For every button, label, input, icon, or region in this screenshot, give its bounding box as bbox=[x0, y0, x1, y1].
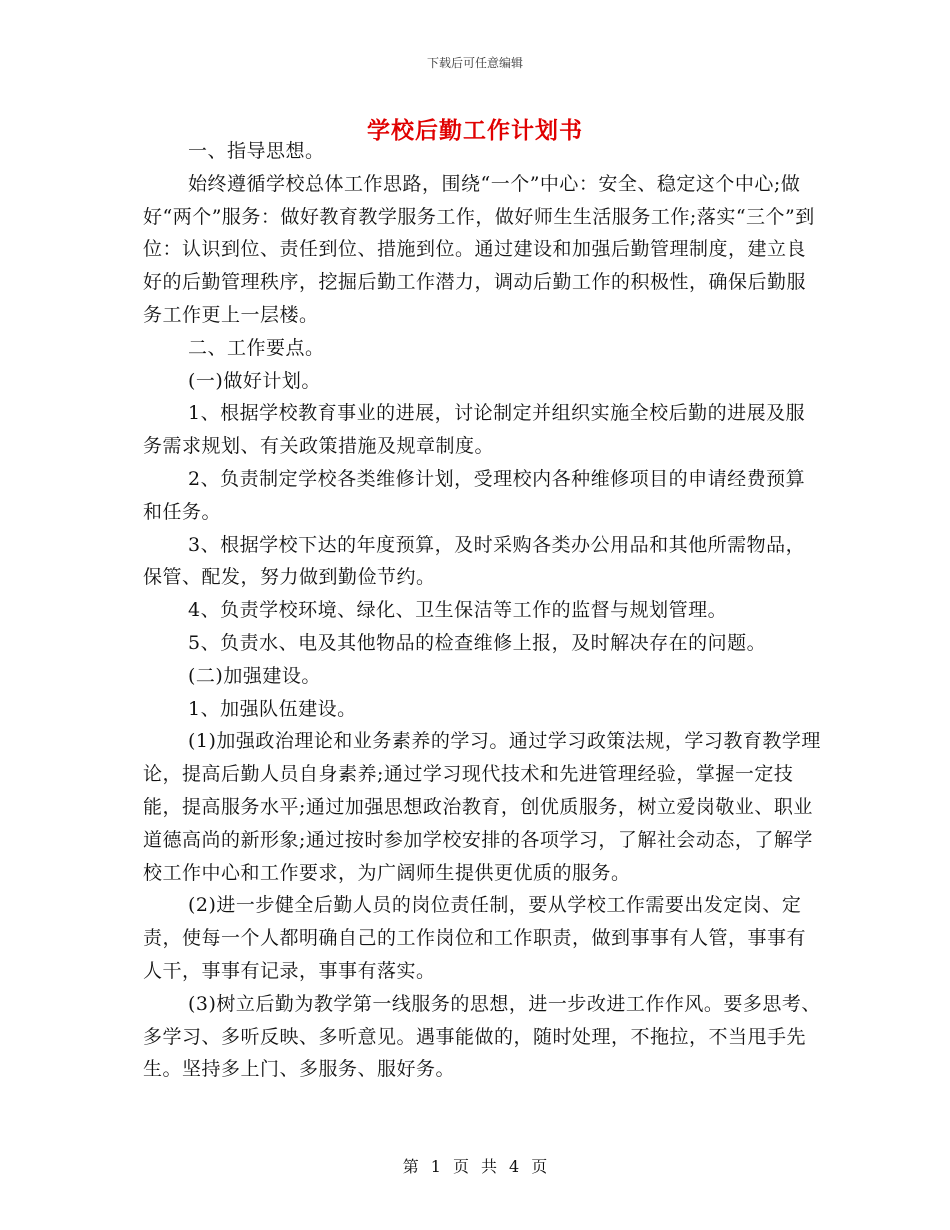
footer-page-word: 第 bbox=[402, 1157, 419, 1176]
header-note: 下载后可任意编辑 bbox=[426, 56, 523, 70]
document-title: 学校后勤工作计划书 bbox=[367, 118, 583, 144]
page-footer bbox=[0, 1154, 950, 1177]
list-item: 2、负责制定学校各类维修计划，受理校内各种维修项目的申请经费预算和任务。 bbox=[143, 467, 806, 523]
paragraph: (2)进一步健全后勤人员的岗位责任制，要从学校工作需要出发定岗、定责，使每一个人都明确自己的工作岗位和工作职责，做到事事有人管，事事有人干，事事有记录，事事有落实。 bbox=[143, 894, 807, 982]
footer-total-unit: 页 bbox=[531, 1157, 548, 1176]
paragraph: (1)加强政治理论和业务素养的学习。通过学习政策法规，学习教育教学理论，提高后勤人员自身素养;通过学习现代技术和先进管理经验，掌握一定技能，提高服务水平;通过加强思想政治教育，创优质服务，树立爱岗敬业、职业道德高尚的新形象;通过按时参加学校安排的各项学习，了解社会动态，了解学校工作中心和工作要求，为广阔师生提供更优质的服务。 bbox=[143, 730, 821, 884]
subsection-heading: (一)做好计划。 bbox=[188, 369, 321, 392]
paragraph: (3)树立后勤为教学第一线服务的思想，进一步改进工作作风。要多思考、多学习、多听反映、多听意见。遇事能做的，随时处理，不拖拉，不当甩手先生。坚持多上门、多服务、服好务。 bbox=[143, 992, 821, 1081]
list-item: 1、根据学校教育事业的进展，讨论制定并组织实施全校后勤的进展及服务需求规划、有关政策措施及规章制度。 bbox=[143, 402, 806, 458]
paragraph: 始终遵循学校总体工作思路，围绕“一个”中心：安全、稳定这个中心;做好“两个”服务：做好教育教学服务工作，做好师生生活服务工作;落实“三个”到位：认识到位、责任到位、措施到位。通过建设和加强后勤管理制度，建立良好的后勤管理秩序，挖掘后勤工作潜力，调动后勤工作的积极性，确保后勤服务工作更上一层楼。 bbox=[143, 172, 815, 326]
list-item: 1、加强队伍建设。 bbox=[188, 697, 357, 720]
section-heading: 二、工作要点。 bbox=[188, 336, 325, 359]
footer-page-number: 1 bbox=[430, 1157, 441, 1176]
section-heading: 一、指导思想。 bbox=[188, 140, 325, 162]
document-body bbox=[143, 135, 823, 1086]
list-item: 5、负责水、电及其他物品的检查维修上报，及时解决存在的问题。 bbox=[188, 631, 767, 654]
list-item: 4、负责学校环境、绿化、卫生保洁等工作的监督与规划管理。 bbox=[188, 599, 728, 622]
footer-total-number: 4 bbox=[509, 1157, 520, 1176]
subsection-heading: (二)加强建设。 bbox=[188, 664, 321, 687]
footer-total-word: 共 bbox=[481, 1157, 498, 1176]
footer-page-unit: 页 bbox=[452, 1157, 469, 1176]
list-item: 3、根据学校下达的年度预算，及时采购各类办公用品和其他所需物品，保管、配发，努力做到勤俭节约。 bbox=[143, 533, 806, 589]
